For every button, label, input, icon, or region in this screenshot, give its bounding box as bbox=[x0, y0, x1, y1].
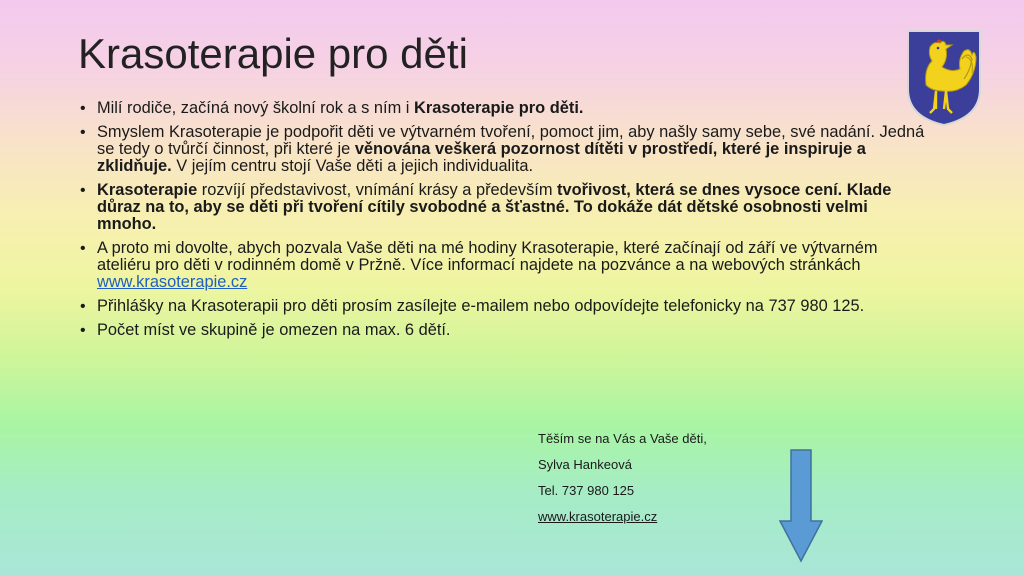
down-arrow-icon bbox=[779, 449, 823, 563]
bullet-dot: • bbox=[80, 100, 86, 117]
bullet-item bbox=[80, 240, 925, 291]
signature-block bbox=[538, 426, 707, 530]
bullet-item bbox=[80, 124, 925, 175]
slide-title: Krasoterapie pro děti bbox=[78, 30, 468, 77]
bullet-text: Přihlášky na Krasoterapii pro děti prosím zasílejte e-mailem nebo odpovídejte telefonicky na 737 980 125. bbox=[97, 297, 865, 315]
signature-name: Sylva Hankeová bbox=[538, 457, 632, 472]
bullet-dot: • bbox=[80, 182, 86, 199]
bullet-dot: • bbox=[80, 124, 86, 141]
bullet-bold: věnována veškerá pozornost dítěti v prostředí, které je inspiruje a zklidňuje. bbox=[97, 140, 866, 175]
bullet-item bbox=[80, 182, 925, 233]
bullet-dot: • bbox=[80, 298, 86, 315]
bullet-bold: Krasoterapie pro děti. bbox=[414, 99, 584, 117]
signature-greeting: Těším se na Vás a Vaše děti, bbox=[538, 431, 707, 446]
bullet-list bbox=[80, 100, 925, 346]
bullet-text: V jejím centru stojí Vaše děti a jejich individualita. bbox=[171, 157, 534, 175]
bullet-text: Počet míst ve skupině je omezen na max. 6 dětí. bbox=[97, 321, 451, 339]
signature-website-link[interactable]: www.krasoterapie.cz bbox=[538, 509, 658, 524]
bullet-item bbox=[80, 322, 925, 339]
signature-phone: Tel. 737 980 125 bbox=[538, 483, 635, 498]
bullet-bold: Krasoterapie bbox=[97, 181, 198, 199]
bullet-bold: tvořivost, která se dnes vysoce cení. Klade důraz na to, aby se děti při tvoření cítily svobodné a šťastné. To dokáže dát dětské osobnosti velmi mnoho. bbox=[97, 181, 892, 233]
bullet-text: Smyslem Krasoterapie je podpořit děti ve výtvarném tvoření, pomoct jim, aby našly samy sebe, své nadání. Jedná se tedy o tvůrčí činnost, při které je bbox=[97, 123, 925, 158]
bullet-dot: • bbox=[80, 322, 86, 339]
bullet-item bbox=[80, 298, 925, 315]
bullet-text: rozvíjí představivost, vnímání krásy a především bbox=[197, 181, 558, 199]
bullet-dot: • bbox=[80, 240, 86, 257]
website-link[interactable]: www.krasoterapie.cz bbox=[97, 273, 248, 291]
bullet-item bbox=[80, 100, 925, 117]
bullet-text: A proto mi dovolte, abych pozvala Vaše děti na mé hodiny Krasoterapie, které začínají od září ve výtvarném ateliéru pro děti v rodinném domě v Pržně. Více informací najdete na pozvánce a na webových stránkách bbox=[97, 239, 878, 274]
bullet-text: Milí rodiče, začíná nový školní rok a s ním i bbox=[97, 99, 415, 117]
